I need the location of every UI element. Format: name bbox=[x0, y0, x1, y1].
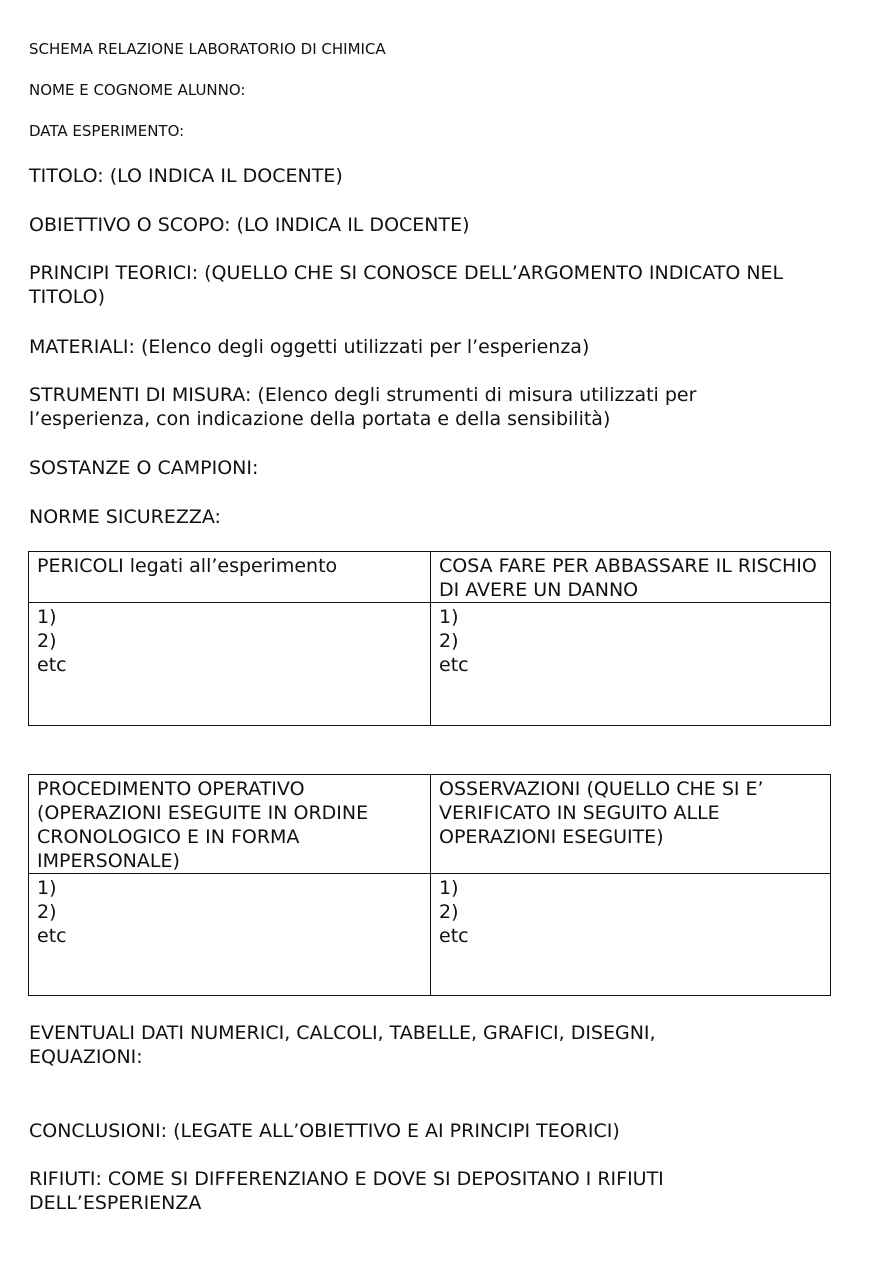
section-titolo: TITOLO: (LO INDICA IL DOCENTE) bbox=[29, 165, 343, 187]
safety-table-header-row bbox=[29, 552, 831, 603]
procedure-cell-osservazioni: 1) 2) etc bbox=[431, 874, 831, 996]
procedure-cell-procedimento: 1) 2) etc bbox=[29, 874, 431, 996]
section-conclusioni: CONCLUSIONI: (LEGATE ALL’OBIETTIVO E AI PRINCIPI TEORICI) bbox=[29, 1120, 620, 1142]
procedure-table-header-row bbox=[29, 775, 831, 874]
table-row bbox=[29, 603, 831, 726]
safety-cell-pericoli: 1) 2) etc bbox=[29, 603, 431, 726]
safety-cell-cosa-fare: 1) 2) etc bbox=[431, 603, 831, 726]
procedure-table bbox=[28, 774, 831, 996]
experiment-date-field: DATA ESPERIMENTO: bbox=[29, 122, 185, 140]
section-materiali: MATERIALI: (Elenco degli oggetti utilizzati per l’esperienza) bbox=[29, 336, 590, 358]
section-sostanze: SOSTANZE O CAMPIONI: bbox=[29, 457, 259, 479]
section-obiettivo: OBIETTIVO O SCOPO: (LO INDICA IL DOCENTE) bbox=[29, 214, 470, 236]
section-norme: NORME SICUREZZA: bbox=[29, 506, 221, 528]
safety-header-cosa-fare: COSA FARE PER ABBASSARE IL RISCHIO DI AVERE UN DANNO bbox=[431, 552, 831, 603]
section-principi: PRINCIPI TEORICI: (QUELLO CHE SI CONOSCE DELL’ARGOMENTO INDICATO NEL TITOLO) bbox=[29, 262, 784, 308]
document-title: SCHEMA RELAZIONE LABORATORIO DI CHIMICA bbox=[29, 40, 386, 58]
safety-table bbox=[28, 551, 831, 726]
student-name-field: NOME E COGNOME ALUNNO: bbox=[29, 81, 246, 99]
section-rifiuti: RIFIUTI: COME SI DIFFERENZIANO E DOVE SI DEPOSITANO I RIFIUTI DELL’ESPERIENZA bbox=[29, 1168, 664, 1214]
section-dati: EVENTUALI DATI NUMERICI, CALCOLI, TABELLE, GRAFICI, DISEGNI, EQUAZIONI: bbox=[29, 1022, 656, 1068]
safety-header-pericoli: PERICOLI legati all’esperimento bbox=[29, 552, 431, 603]
table-row bbox=[29, 874, 831, 996]
section-strumenti: STRUMENTI DI MISURA: (Elenco degli strumenti di misura utilizzati per l’esperienza, con indicazione della portata e della sensibilità) bbox=[29, 384, 697, 430]
procedure-header-procedimento: PROCEDIMENTO OPERATIVO (OPERAZIONI ESEGUITE IN ORDINE CRONOLOGICO E IN FORMA IMPERSONALE) bbox=[29, 775, 431, 874]
procedure-header-osservazioni: OSSERVAZIONI (QUELLO CHE SI E’ VERIFICATO IN SEGUITO ALLE OPERAZIONI ESEGUITE) bbox=[431, 775, 831, 874]
